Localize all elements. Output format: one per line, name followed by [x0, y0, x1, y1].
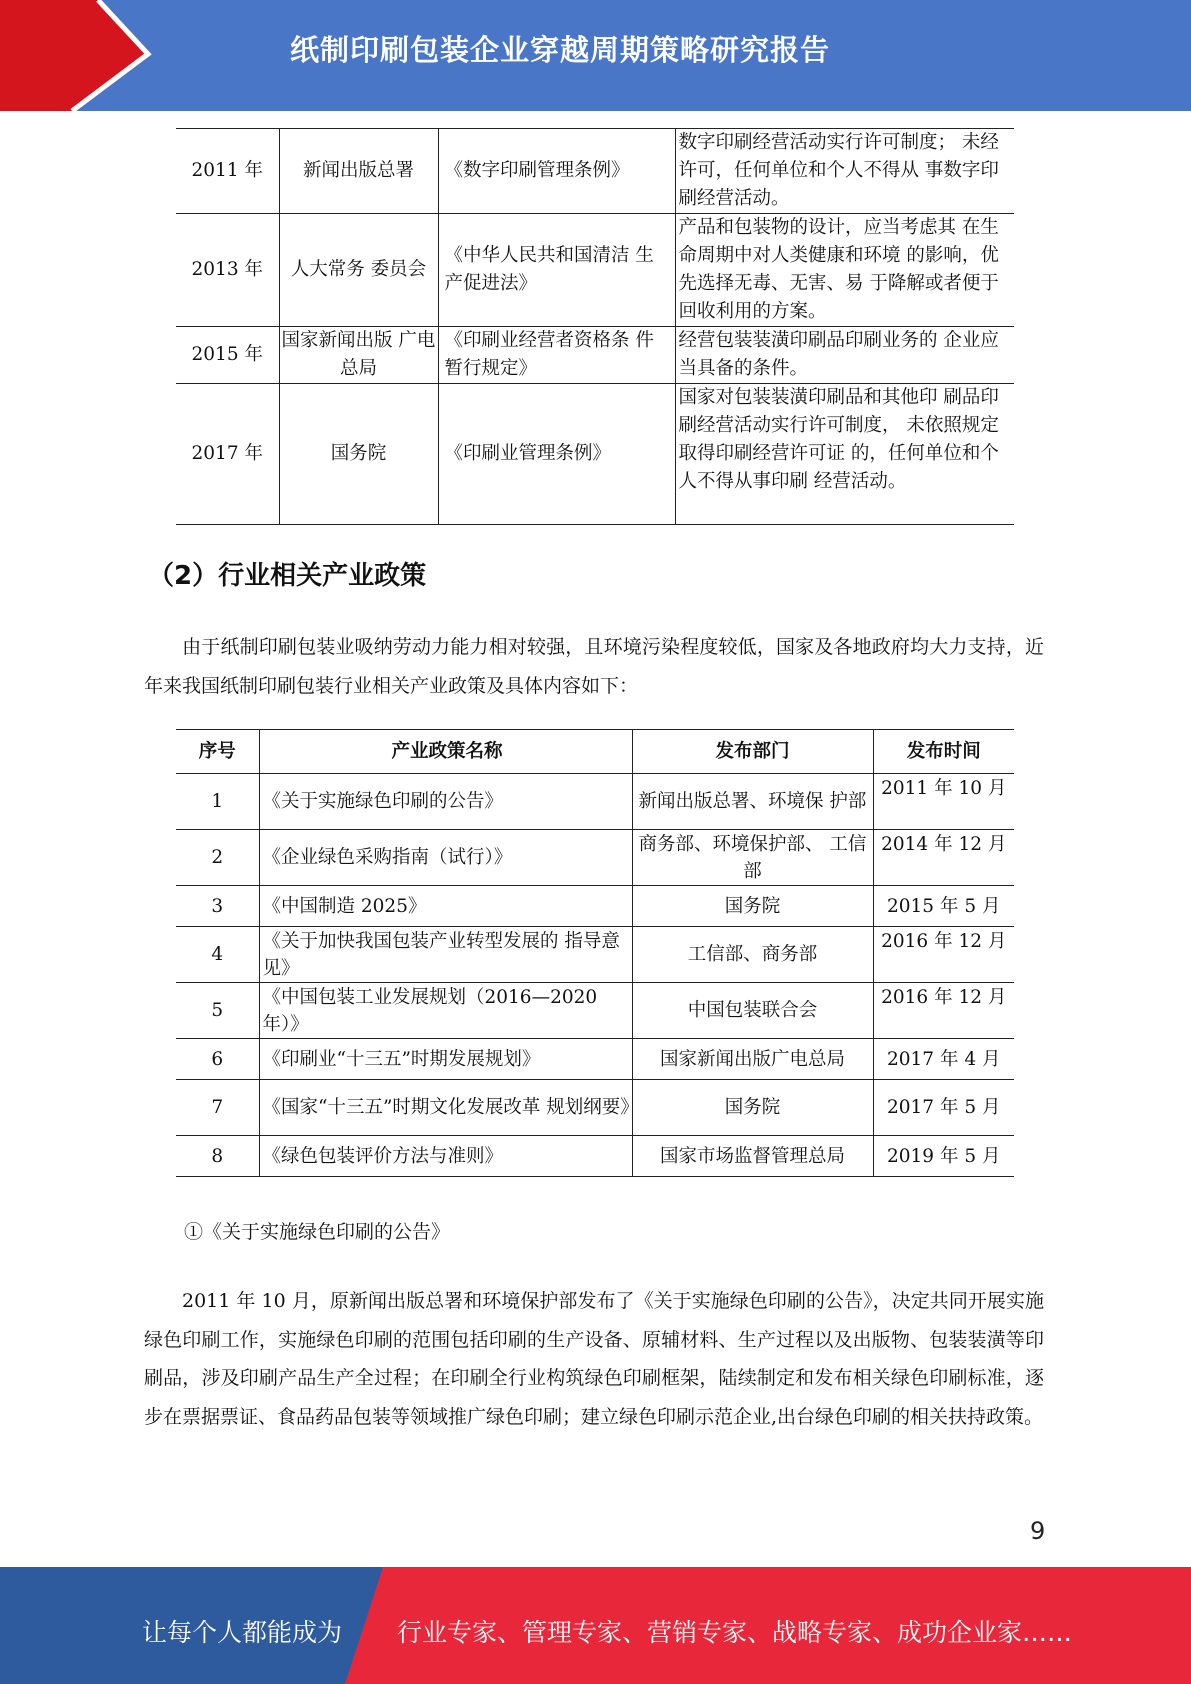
column-header-date: 发布时间	[873, 730, 1014, 774]
date-cell	[873, 774, 1014, 830]
policy-name-cell: 《绿色包装评价方法与准则》	[259, 1136, 632, 1177]
no-cell: 2	[176, 830, 259, 886]
department-cell: 新闻出版总署	[279, 129, 438, 214]
department-cell: 中国包装联合会	[632, 983, 873, 1039]
description-cell: 数字印刷经营活动实行许可制度； 未经许可，任何单位和个人不得从 事数字印刷经营活动。	[675, 129, 1014, 214]
year-cell: 2011 年	[176, 129, 279, 214]
table-row	[176, 1039, 1014, 1080]
table-row	[176, 774, 1014, 830]
description-cell: 国家对包装装潢印刷品和其他印 刷品印刷经营活动实行许可制度， 未依照规定取得印刷经营许可证 的，任何单位和个人不得从事印刷 经营活动。	[675, 384, 1014, 525]
date-cell: 2017 年 4 月	[873, 1039, 1014, 1080]
table-row	[176, 384, 1014, 525]
department-cell: 国家市场监督管理总局	[632, 1136, 873, 1177]
year-cell: 2017 年	[176, 384, 279, 525]
regulation-cell: 《中华人民共和国清洁 生产促进法》	[438, 214, 675, 327]
item-paragraph-text: 2011 年 10 月，原新闻出版总署和环境保护部发布了《关于实施绿色印刷的公告》，决定共同开展实施绿色印刷工作，实施绿色印刷的范围包括印刷的生产设备、原辅材料、生产过程以及出版物、包装装潢等印刷品，涉及印刷产品生产全过程；在印刷全行业构筑绿色印刷框架，陆续制定和发布相关绿色印刷标准，逐步在票据票证、食品药品包装等领域推广绿色印刷；建立绿色印刷示范企业,出台绿色印刷的相关扶持政策。	[144, 1290, 1044, 1428]
date-text: 2014 年 12 月	[881, 833, 1007, 855]
table-row	[176, 983, 1014, 1039]
description-cell: 经营包装装潢印刷品印刷业务的 企业应当具备的条件。	[675, 327, 1014, 384]
table-row	[176, 927, 1014, 983]
date-cell	[873, 983, 1014, 1039]
table-row	[176, 214, 1014, 327]
no-cell: 1	[176, 774, 259, 830]
intro-text: 由于纸制印刷包装业吸纳劳动力能力相对较强，且环境污染程度较低，国家及各地政府均大力支持，近年来我国纸制印刷包装行业相关产业政策及具体内容如下：	[144, 636, 1044, 697]
column-header-no: 序号	[176, 730, 259, 774]
policy-name-cell: 《关于加快我国包装产业转型发展的 指导意见》	[259, 927, 632, 983]
footer-slogan-right: 行业专家、管理专家、营销专家、战略专家、成功企业家……	[397, 1618, 1073, 1647]
regulation-cell: 《印刷业经营者资格条 件暂行规定》	[438, 327, 675, 384]
no-cell: 8	[176, 1136, 259, 1177]
report-title: 纸制印刷包装企业穿越周期策略研究报告	[290, 33, 831, 67]
no-cell: 7	[176, 1080, 259, 1136]
header-red-chevron-shape	[0, 0, 145, 111]
date-cell: 2017 年 5 月	[873, 1080, 1014, 1136]
table-row	[176, 327, 1014, 384]
date-cell: 2019 年 5 月	[873, 1136, 1014, 1177]
date-text: 2016 年 12 月	[881, 986, 1007, 1008]
intro-paragraph	[144, 628, 1044, 705]
column-header-name: 产业政策名称	[259, 730, 632, 774]
footer-slogan-left: 让每个人都能成为	[142, 1618, 343, 1647]
department-cell: 国家新闻出版广电总局	[632, 1039, 873, 1080]
table-row	[176, 1136, 1014, 1177]
no-cell: 4	[176, 927, 259, 983]
policy-name-cell: 《企业绿色采购指南（试行）》	[259, 830, 632, 886]
item-heading: ①《关于实施绿色印刷的公告》	[184, 1221, 451, 1243]
table-row	[176, 830, 1014, 886]
table-row	[176, 1080, 1014, 1136]
year-cell: 2015 年	[176, 327, 279, 384]
department-cell: 国务院	[632, 886, 873, 927]
date-text: 2016 年 12 月	[881, 930, 1007, 952]
description-cell: 产品和包装物的设计，应当考虑其 在生命周期中对人类健康和环境 的影响，优先选择无毒、无害、易 于降解或者便于回收利用的方案。	[675, 214, 1014, 327]
department-cell: 人大常务 委员会	[279, 214, 438, 327]
date-cell	[873, 830, 1014, 886]
regulation-cell: 《数字印刷管理条例》	[438, 129, 675, 214]
table-header-row	[176, 730, 1014, 774]
department-cell: 新闻出版总署、环境保 护部	[632, 774, 873, 830]
column-header-department: 发布部门	[632, 730, 873, 774]
no-cell: 5	[176, 983, 259, 1039]
page-number: 9	[1030, 1517, 1046, 1545]
date-cell	[873, 927, 1014, 983]
policy-name-cell: 《国家“十三五”时期文化发展改革 规划纲要》	[259, 1080, 632, 1136]
item-paragraph	[144, 1282, 1044, 1436]
regulations-table	[176, 128, 1014, 525]
department-cell: 国务院	[279, 384, 438, 525]
date-text: 2011 年 10 月	[881, 777, 1007, 799]
no-cell: 3	[176, 886, 259, 927]
policy-name-cell: 《印刷业“十三五”时期发展规划》	[259, 1039, 632, 1080]
policies-table	[176, 729, 1014, 1177]
policy-name-cell: 《中国包装工业发展规划（2016—2020 年）》	[259, 983, 632, 1039]
department-cell: 商务部、环境保护部、 工信部	[632, 830, 873, 886]
section-title: （2）行业相关产业政策	[148, 561, 427, 591]
date-cell: 2015 年 5 月	[873, 886, 1014, 927]
page-header	[0, 0, 1191, 111]
policy-name-cell: 《关于实施绿色印刷的公告》	[259, 774, 632, 830]
department-cell: 国务院	[632, 1080, 873, 1136]
policy-name-cell: 《中国制造 2025》	[259, 886, 632, 927]
regulation-cell: 《印刷业管理条例》	[438, 384, 675, 525]
table-row	[176, 129, 1014, 214]
year-cell: 2013 年	[176, 214, 279, 327]
no-cell: 6	[176, 1039, 259, 1080]
department-cell: 国家新闻出版 广电总局	[279, 327, 438, 384]
table-row	[176, 886, 1014, 927]
department-cell: 工信部、商务部	[632, 927, 873, 983]
